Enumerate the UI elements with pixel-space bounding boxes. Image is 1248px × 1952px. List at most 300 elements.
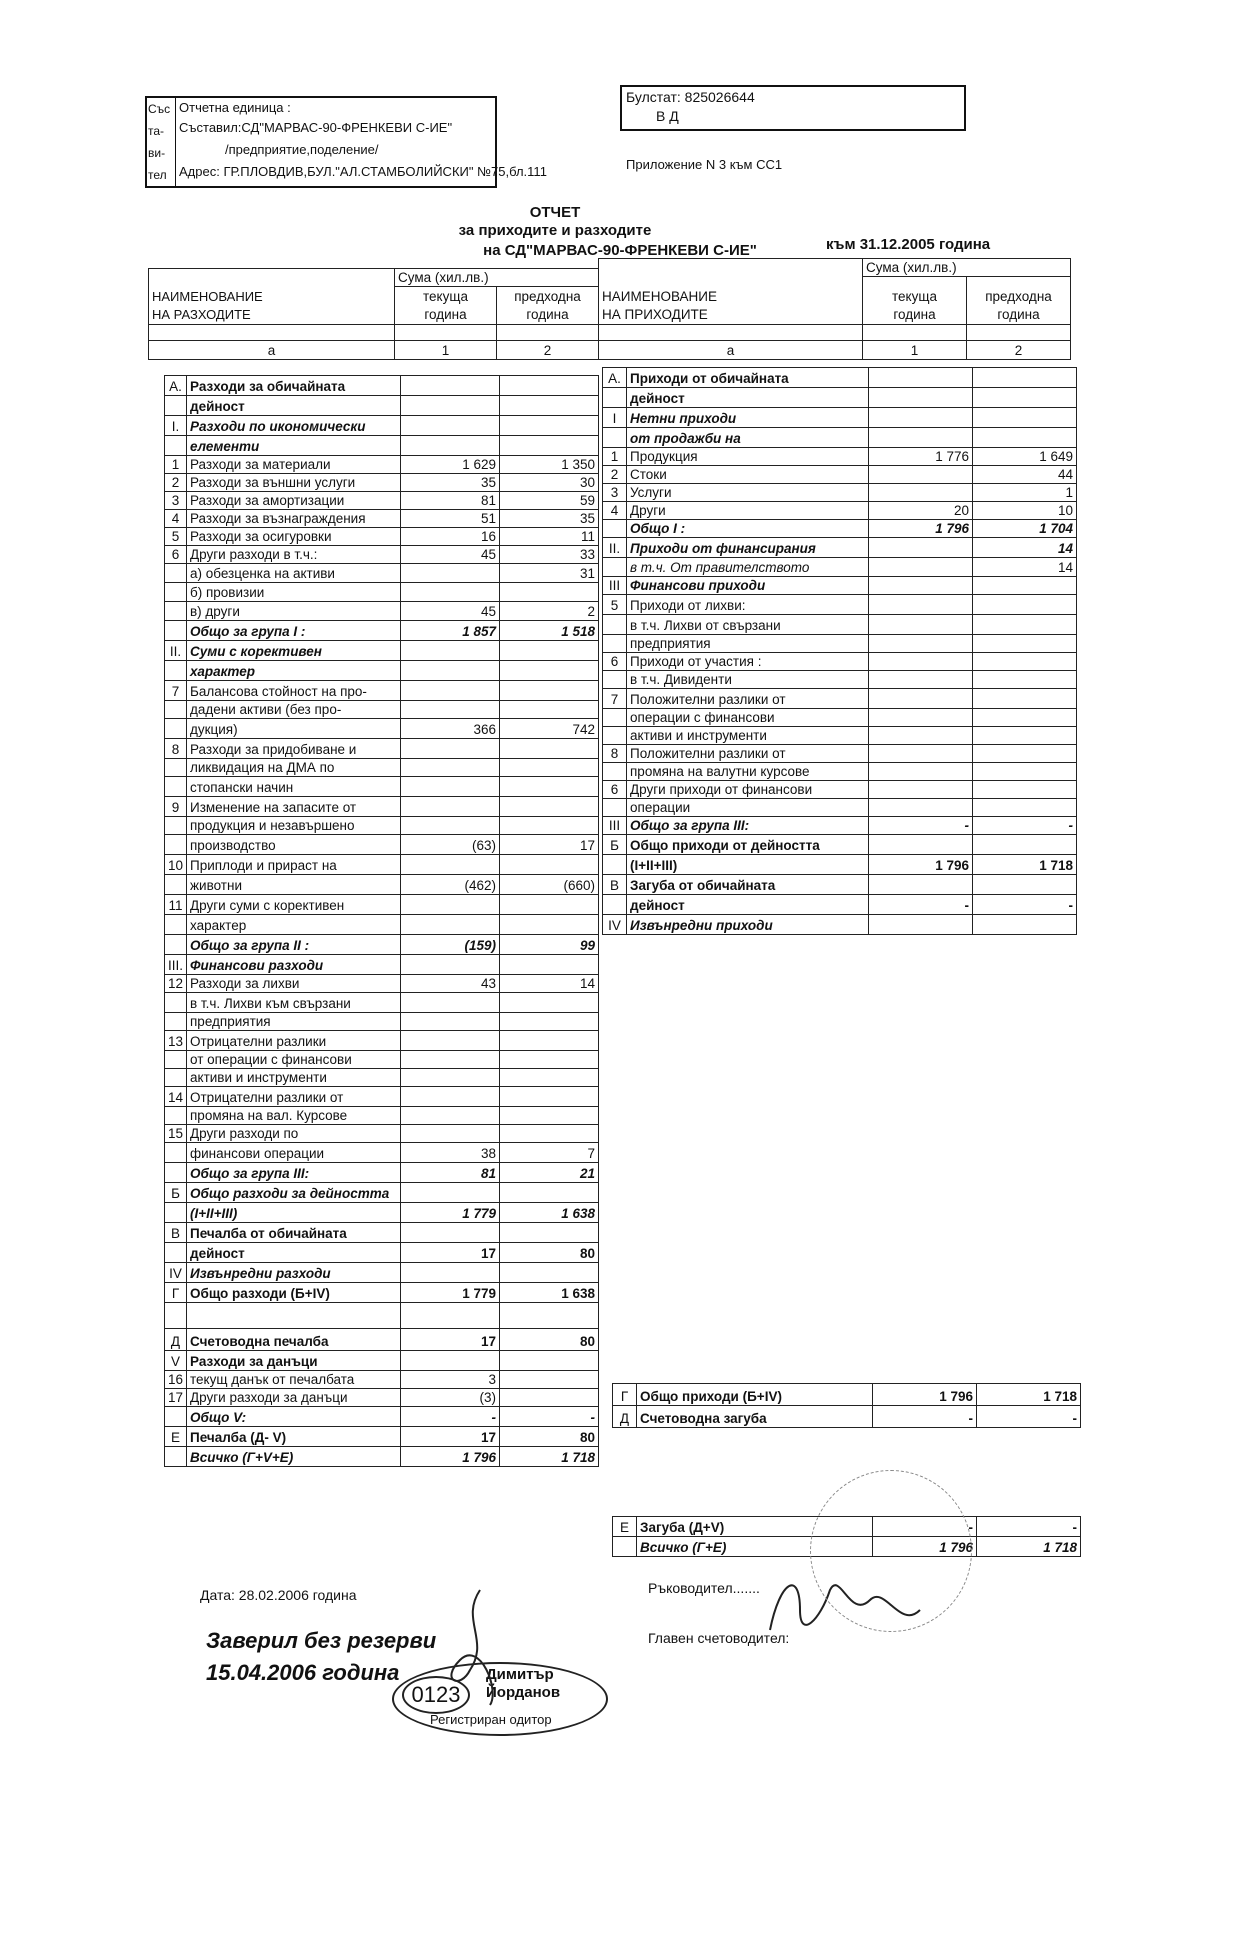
column-a: а bbox=[599, 341, 863, 360]
current-value bbox=[869, 428, 973, 448]
row-label: Печалба от обичайната bbox=[187, 1223, 401, 1243]
previous-value: 80 bbox=[500, 1243, 599, 1263]
previous-value bbox=[500, 1125, 599, 1143]
row-number bbox=[165, 817, 187, 835]
previous-value: 1 718 bbox=[500, 1447, 599, 1467]
current-value bbox=[869, 781, 973, 799]
current-value bbox=[401, 1183, 500, 1203]
current-value bbox=[401, 739, 500, 759]
current-value bbox=[869, 595, 973, 615]
row-number: 4 bbox=[165, 510, 187, 528]
row-label: Нетни приходи bbox=[627, 408, 869, 428]
previous-value: 31 bbox=[500, 564, 599, 583]
row-label bbox=[187, 1303, 401, 1329]
table-row bbox=[165, 528, 599, 546]
manager-label: Ръководител....... bbox=[648, 1580, 760, 1596]
row-label: Извънредни приходи bbox=[627, 915, 869, 935]
current-value bbox=[401, 416, 500, 436]
current-value bbox=[401, 895, 500, 915]
row-label: в т.ч. Лихви към свързани bbox=[187, 993, 401, 1013]
expenses-header bbox=[148, 268, 599, 360]
row-label: Печалба (Д- V) bbox=[187, 1427, 401, 1447]
row-number bbox=[165, 1243, 187, 1263]
current-value bbox=[401, 1303, 500, 1329]
current-value: 16 bbox=[401, 528, 500, 546]
current-value bbox=[869, 408, 973, 428]
row-number: А. bbox=[603, 368, 627, 388]
row-number: 17 bbox=[165, 1389, 187, 1407]
row-number bbox=[165, 835, 187, 855]
table-row bbox=[603, 558, 1077, 577]
previous-value bbox=[500, 1183, 599, 1203]
appendix-label: Приложение N 3 към СС1 bbox=[626, 157, 783, 172]
previous-value bbox=[500, 1107, 599, 1125]
previous-value bbox=[973, 781, 1077, 799]
current-value: 1 776 bbox=[869, 448, 973, 466]
previous-value: 14 bbox=[973, 558, 1077, 577]
side-letter: ви- bbox=[148, 146, 166, 160]
table-row bbox=[165, 1243, 599, 1263]
row-number: Е bbox=[165, 1427, 187, 1447]
current-value: (63) bbox=[401, 835, 500, 855]
current-value bbox=[869, 538, 973, 558]
bulstat-box bbox=[620, 85, 966, 131]
audit-note: Заверил без резерви bbox=[206, 1628, 437, 1653]
row-number bbox=[165, 1013, 187, 1031]
previous-value: 14 bbox=[973, 538, 1077, 558]
row-number: 11 bbox=[165, 895, 187, 915]
current-value bbox=[401, 1087, 500, 1107]
row-label: б) провизии bbox=[187, 583, 401, 602]
current-value bbox=[869, 653, 973, 671]
row-number bbox=[165, 1303, 187, 1329]
row-number bbox=[165, 1203, 187, 1223]
current-value bbox=[401, 1107, 500, 1125]
row-label: Стоки bbox=[627, 466, 869, 484]
previous-value bbox=[500, 1351, 599, 1371]
sum-header: Сума (хил.лв.) bbox=[395, 269, 599, 287]
report-title: ОТЧЕТ bbox=[529, 204, 581, 221]
table-row bbox=[165, 583, 599, 602]
current-value bbox=[401, 583, 500, 602]
current-value bbox=[401, 759, 500, 777]
previous-value bbox=[500, 1303, 599, 1329]
current-value: 17 bbox=[401, 1427, 500, 1447]
row-label: Продукция bbox=[627, 448, 869, 466]
row-number bbox=[165, 935, 187, 955]
row-label: Положителни разлики от bbox=[627, 745, 869, 763]
row-number bbox=[165, 915, 187, 935]
current-value: 1 857 bbox=[401, 621, 500, 641]
row-label: дейност bbox=[627, 388, 869, 408]
previous-value bbox=[500, 915, 599, 935]
table-row bbox=[165, 955, 599, 975]
row-number: 8 bbox=[165, 739, 187, 759]
row-label: Общо V: bbox=[187, 1407, 401, 1427]
row-number bbox=[603, 635, 627, 653]
current-value: 45 bbox=[401, 546, 500, 564]
current-value: 38 bbox=[401, 1143, 500, 1163]
current-year-header: текуща година bbox=[395, 287, 497, 325]
current-value: 1 796 bbox=[873, 1537, 977, 1557]
previous-value bbox=[973, 671, 1077, 689]
current-value: 35 bbox=[401, 474, 500, 492]
current-value bbox=[401, 681, 500, 701]
row-label: дейност bbox=[187, 396, 401, 416]
income-table bbox=[602, 367, 1077, 935]
current-value bbox=[869, 671, 973, 689]
current-value bbox=[869, 558, 973, 577]
bulstat-sub: В Д bbox=[656, 108, 679, 124]
table-row bbox=[165, 661, 599, 681]
table-row bbox=[165, 436, 599, 456]
table-row bbox=[603, 448, 1077, 466]
row-number: 12 bbox=[165, 975, 187, 993]
table-row bbox=[603, 781, 1077, 799]
previous-value bbox=[973, 653, 1077, 671]
previous-value: 99 bbox=[500, 935, 599, 955]
previous-value: 35 bbox=[500, 510, 599, 528]
row-number: 7 bbox=[603, 689, 627, 709]
current-value: - bbox=[873, 1406, 977, 1428]
row-label: предприятия bbox=[187, 1013, 401, 1031]
row-label: Разходи за лихви bbox=[187, 975, 401, 993]
table-row bbox=[165, 474, 599, 492]
row-label: Услуги bbox=[627, 484, 869, 502]
row-label: Общо приходи от дейността bbox=[627, 835, 869, 855]
row-number bbox=[603, 388, 627, 408]
previous-value bbox=[500, 1223, 599, 1243]
row-number bbox=[613, 1537, 637, 1557]
report-subtitle: за приходите и разходите bbox=[458, 222, 652, 239]
previous-value bbox=[500, 396, 599, 416]
previous-value bbox=[973, 615, 1077, 635]
stamp-number: 0123 bbox=[402, 1676, 470, 1714]
previous-value: - bbox=[500, 1407, 599, 1427]
previous-value bbox=[500, 701, 599, 719]
table-row bbox=[603, 502, 1077, 520]
row-label: Разходи по икономически bbox=[187, 416, 401, 436]
row-number: II. bbox=[165, 641, 187, 661]
table-row bbox=[165, 1087, 599, 1107]
previous-value bbox=[973, 835, 1077, 855]
table-row bbox=[603, 653, 1077, 671]
row-number bbox=[603, 520, 627, 538]
previous-value: 80 bbox=[500, 1427, 599, 1447]
row-number: В bbox=[165, 1223, 187, 1243]
row-number: В bbox=[603, 875, 627, 895]
row-label: Балансова стойност на про- bbox=[187, 681, 401, 701]
row-label: дейност bbox=[187, 1243, 401, 1263]
previous-value bbox=[500, 1263, 599, 1283]
side-letter: та- bbox=[148, 124, 165, 138]
current-value bbox=[401, 993, 500, 1013]
current-value bbox=[401, 396, 500, 416]
row-label: от операции с финансови bbox=[187, 1051, 401, 1069]
row-number: 5 bbox=[165, 528, 187, 546]
row-number bbox=[165, 621, 187, 641]
table-row bbox=[165, 564, 599, 583]
previous-value bbox=[973, 915, 1077, 935]
previous-value bbox=[500, 759, 599, 777]
current-value: 43 bbox=[401, 975, 500, 993]
row-number: III. bbox=[165, 955, 187, 975]
previous-value bbox=[500, 955, 599, 975]
table-row bbox=[165, 817, 599, 835]
row-number: III bbox=[603, 577, 627, 595]
previous-value bbox=[500, 1389, 599, 1407]
row-label: елементи bbox=[187, 436, 401, 456]
current-value bbox=[401, 1051, 500, 1069]
row-label: животни bbox=[187, 875, 401, 895]
previous-value: 1 518 bbox=[500, 621, 599, 641]
previous-value: 1 718 bbox=[977, 1537, 1081, 1557]
previous-value bbox=[973, 689, 1077, 709]
current-value: 17 bbox=[401, 1243, 500, 1263]
row-label: стопански начин bbox=[187, 777, 401, 797]
table-row bbox=[603, 520, 1077, 538]
current-value bbox=[869, 745, 973, 763]
stamp-caption: Регистриран одитор bbox=[430, 1712, 552, 1727]
table-row bbox=[165, 975, 599, 993]
report-date: към 31.12.2005 година bbox=[826, 236, 991, 253]
row-number bbox=[165, 396, 187, 416]
row-number bbox=[603, 428, 627, 448]
table-row bbox=[603, 915, 1077, 935]
current-value bbox=[869, 466, 973, 484]
row-number bbox=[165, 436, 187, 456]
row-number bbox=[165, 1407, 187, 1427]
row-label: Общо приходи (Б+IV) bbox=[637, 1384, 873, 1406]
sum-header: Сума (хил.лв.) bbox=[863, 259, 1071, 277]
current-value bbox=[869, 577, 973, 595]
row-label: Разходи за данъци bbox=[187, 1351, 401, 1371]
previous-value bbox=[500, 1371, 599, 1389]
table-row bbox=[165, 1031, 599, 1051]
row-number bbox=[603, 763, 627, 781]
row-label: Разходи за възнаграждения bbox=[187, 510, 401, 528]
table-row bbox=[165, 759, 599, 777]
row-number: 3 bbox=[603, 484, 627, 502]
table-row bbox=[165, 777, 599, 797]
compiler-name: Съставил:СД"МАРВАС-90-ФРЕНКЕВИ С-ИЕ" bbox=[179, 120, 453, 135]
previous-value: - bbox=[973, 817, 1077, 835]
row-number bbox=[603, 727, 627, 745]
row-number: 3 bbox=[165, 492, 187, 510]
previous-value bbox=[973, 388, 1077, 408]
row-label: Общо разходи за дейността bbox=[187, 1183, 401, 1203]
row-number: Г bbox=[165, 1283, 187, 1303]
previous-value: 80 bbox=[500, 1329, 599, 1351]
current-value: - bbox=[869, 895, 973, 915]
table-row bbox=[603, 368, 1077, 388]
previous-year-header: предходна година bbox=[497, 287, 599, 325]
current-value bbox=[869, 689, 973, 709]
row-label: Счетоводна печалба bbox=[187, 1329, 401, 1351]
row-number bbox=[165, 661, 187, 681]
table-row bbox=[165, 1125, 599, 1143]
row-number: Г bbox=[613, 1384, 637, 1406]
table-row bbox=[613, 1406, 1081, 1428]
table-row bbox=[603, 727, 1077, 745]
previous-value bbox=[500, 436, 599, 456]
side-letter: тел bbox=[148, 168, 167, 182]
table-row bbox=[613, 1384, 1081, 1406]
current-value: (462) bbox=[401, 875, 500, 895]
current-value bbox=[401, 1263, 500, 1283]
row-number: Б bbox=[603, 835, 627, 855]
row-label: Разходи за обичайната bbox=[187, 376, 401, 396]
row-label: Разходи за амортизации bbox=[187, 492, 401, 510]
previous-value: - bbox=[973, 895, 1077, 915]
table-row bbox=[165, 701, 599, 719]
current-value bbox=[869, 635, 973, 653]
previous-value bbox=[973, 428, 1077, 448]
previous-value: 1 bbox=[973, 484, 1077, 502]
company-seal bbox=[810, 1470, 972, 1632]
table-row bbox=[165, 719, 599, 739]
current-value bbox=[401, 817, 500, 835]
unit-label: Отчетна единица : bbox=[179, 100, 291, 115]
table-row bbox=[165, 416, 599, 436]
table-row bbox=[603, 895, 1077, 915]
table-row bbox=[165, 510, 599, 528]
row-label: продукция и незавършено bbox=[187, 817, 401, 835]
table-row bbox=[165, 1143, 599, 1163]
row-number: Е bbox=[613, 1517, 637, 1537]
current-value bbox=[401, 915, 500, 935]
current-value: 1 779 bbox=[401, 1203, 500, 1223]
row-label: Счетоводна загуба bbox=[637, 1406, 873, 1428]
row-label: промяна на валутни курсове bbox=[627, 763, 869, 781]
row-number: 5 bbox=[603, 595, 627, 615]
current-value: 1 629 bbox=[401, 456, 500, 474]
table-row bbox=[165, 1427, 599, 1447]
previous-value bbox=[500, 661, 599, 681]
current-value: 17 bbox=[401, 1329, 500, 1351]
current-value bbox=[401, 777, 500, 797]
row-label: Отрицателни разлики bbox=[187, 1031, 401, 1051]
row-label: Разходи за външни услуги bbox=[187, 474, 401, 492]
current-value bbox=[869, 799, 973, 817]
table-row bbox=[165, 456, 599, 474]
row-label: ликвидация на ДМА по bbox=[187, 759, 401, 777]
row-number: 16 bbox=[165, 1371, 187, 1389]
compiler-side-label bbox=[147, 98, 176, 186]
row-label: Общо разходи (Б+IV) bbox=[187, 1283, 401, 1303]
current-value bbox=[869, 915, 973, 935]
current-value bbox=[401, 1351, 500, 1371]
table-row bbox=[165, 895, 599, 915]
row-label: Общо за група III: bbox=[187, 1163, 401, 1183]
table-row bbox=[603, 875, 1077, 895]
row-label: Общо за група II : bbox=[187, 935, 401, 955]
row-number: III bbox=[603, 817, 627, 835]
row-label: Други разходи по bbox=[187, 1125, 401, 1143]
current-value: - bbox=[869, 817, 973, 835]
row-label: Други суми с корективен bbox=[187, 895, 401, 915]
current-value: 366 bbox=[401, 719, 500, 739]
previous-value: 1 638 bbox=[500, 1203, 599, 1223]
table-row bbox=[603, 745, 1077, 763]
row-label: от продажби на bbox=[627, 428, 869, 448]
row-label: текущ данък от печалбата bbox=[187, 1371, 401, 1389]
row-label: Финансови разходи bbox=[187, 955, 401, 975]
previous-value bbox=[500, 376, 599, 396]
table-row bbox=[603, 817, 1077, 835]
table-row bbox=[165, 1407, 599, 1427]
row-number: Б bbox=[165, 1183, 187, 1203]
table-row bbox=[603, 799, 1077, 817]
previous-value bbox=[500, 895, 599, 915]
current-value bbox=[869, 484, 973, 502]
current-value: 3 bbox=[401, 1371, 500, 1389]
row-label: Загуба от обичайната bbox=[627, 875, 869, 895]
previous-value bbox=[500, 416, 599, 436]
row-number bbox=[165, 759, 187, 777]
row-label: финансови операции bbox=[187, 1143, 401, 1163]
expenses-table bbox=[164, 375, 599, 1467]
row-label: Общо за група III: bbox=[627, 817, 869, 835]
stamp-name-first: Димитър bbox=[486, 1666, 554, 1683]
row-number bbox=[165, 583, 187, 602]
row-label: Други bbox=[627, 502, 869, 520]
previous-value bbox=[500, 797, 599, 817]
row-label: Суми с корективен bbox=[187, 641, 401, 661]
current-value bbox=[401, 1125, 500, 1143]
row-label: Изменение на запасите от bbox=[187, 797, 401, 817]
row-number bbox=[603, 558, 627, 577]
previous-value: 10 bbox=[973, 502, 1077, 520]
previous-value: 1 718 bbox=[973, 855, 1077, 875]
table-row bbox=[603, 538, 1077, 558]
row-label: Отрицателни разлики от bbox=[187, 1087, 401, 1107]
table-row bbox=[603, 671, 1077, 689]
row-label: Други разходи за данъци bbox=[187, 1389, 401, 1407]
row-number: 14 bbox=[165, 1087, 187, 1107]
previous-value bbox=[973, 727, 1077, 745]
previous-value bbox=[500, 739, 599, 759]
current-value bbox=[869, 709, 973, 727]
previous-value: 1 718 bbox=[977, 1384, 1081, 1406]
row-number bbox=[165, 993, 187, 1013]
table-row bbox=[165, 602, 599, 621]
row-number bbox=[603, 671, 627, 689]
table-row bbox=[165, 915, 599, 935]
row-label: промяна на вал. Курсове bbox=[187, 1107, 401, 1125]
previous-value: 7 bbox=[500, 1143, 599, 1163]
table-row bbox=[603, 689, 1077, 709]
table-row bbox=[165, 835, 599, 855]
row-number bbox=[165, 1051, 187, 1069]
row-label: Финансови приходи bbox=[627, 577, 869, 595]
current-value bbox=[869, 763, 973, 781]
current-value bbox=[401, 564, 500, 583]
current-value bbox=[401, 436, 500, 456]
table-row bbox=[165, 855, 599, 875]
column-a: а bbox=[149, 341, 395, 360]
row-number bbox=[603, 895, 627, 915]
row-number: 9 bbox=[165, 797, 187, 817]
previous-value bbox=[500, 641, 599, 661]
row-number: 4 bbox=[603, 502, 627, 520]
current-value bbox=[869, 727, 973, 745]
table-row bbox=[165, 1329, 599, 1351]
chief-accountant-label: Главен счетоводител: bbox=[648, 1630, 790, 1646]
table-row bbox=[603, 595, 1077, 615]
table-row bbox=[603, 615, 1077, 635]
table-row bbox=[603, 855, 1077, 875]
